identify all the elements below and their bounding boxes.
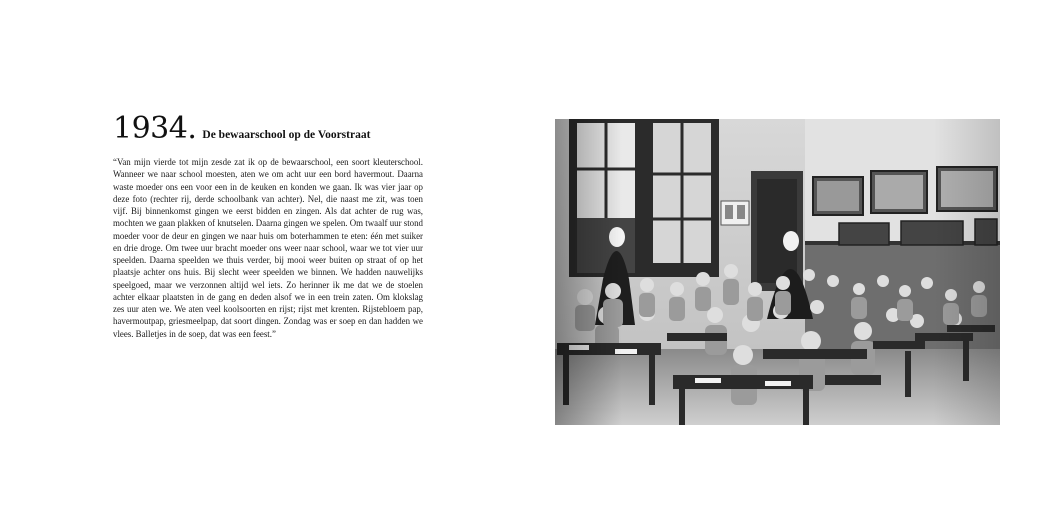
chapter-title: De bewaarschool op de Voorstraat (202, 129, 371, 141)
classroom-photo (555, 119, 1000, 425)
chapter-heading (113, 111, 423, 146)
classroom-photo-illustration (555, 119, 1000, 425)
text-column (113, 111, 423, 340)
chapter-year: 1934. (113, 111, 197, 146)
memoir-paragraph: “Van mijn vierde tot mijn zesde zat ik op de bewaarschool, een soort kleuterschool. Wanneer we naar school moesten, aten we om acht uur een bord havermout. Daarna waste moeder ons een voor een in de keuken en konden we gaan. Ik was vier jaar op deze foto (rechter rij, derde schoolbank van achter). Nel, die naast me zit, was toen vijf. Bij binnenkomst gingen we eerst bidden en zingen. Als dat achter de rug was, mochten we gaan plakken of knutselen. Daarna gingen we spelen. Om twaalf uur stond moeder voor de deur en gingen we naar huis om boterhammen te eten: één met suiker en drie droge. Om twee uur bracht moeder ons weer naar school, waar we tot vier uur speelden. Daarna speelden we thuis verder, bij mooi weer buiten op straat of op het plaatsje achter ons huis. Bij slecht weer speelden we binnen. We hadden nauwelijks speelgoed, maar we verzonnen altijd wel iets. Zo herinner ik me dat we de stoelen achter elkaar plaatsten in de gang en deden alsof we in een trein zaten. Om klokslag zes uur aten we. We aten veel koolsoorten en rijst; rijst met krenten. Rijstebloem pap, havermoutpap, griesmeelpap, dat soort dingen. Zondag was er soep en dan hadden we vlees. Balletjes in de soep, dat was een feest.” (113, 157, 423, 339)
